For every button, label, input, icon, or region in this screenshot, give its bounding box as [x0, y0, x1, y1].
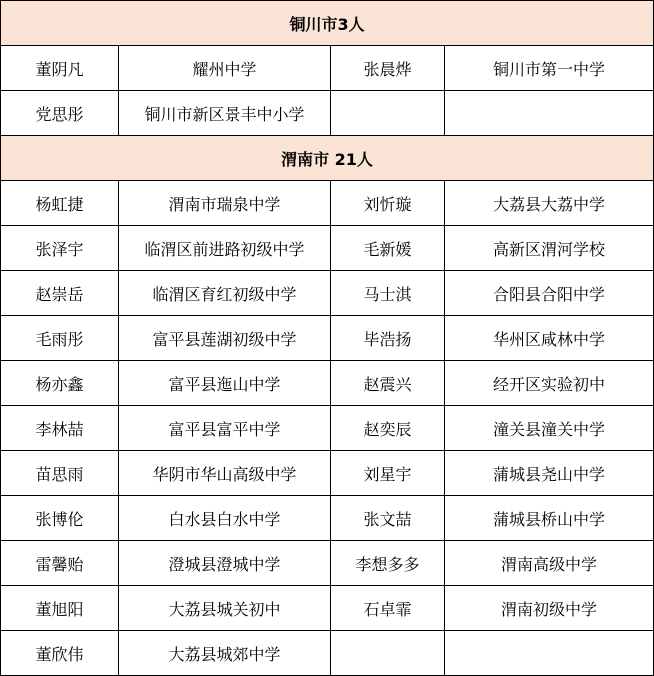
school-name-cell: 富平县莲湖初级中学 — [119, 316, 331, 361]
table-row — [1, 181, 654, 226]
table-row — [1, 316, 654, 361]
student-name-cell: 杨亦鑫 — [1, 361, 119, 406]
student-name-cell: 张晨烨 — [331, 46, 445, 91]
school-name-cell: 经开区实验初中 — [445, 361, 654, 406]
student-name-cell — [331, 91, 445, 136]
student-name-cell: 刘星宇 — [331, 451, 445, 496]
student-name-cell: 刘忻璇 — [331, 181, 445, 226]
school-name-cell: 渭南初级中学 — [445, 586, 654, 631]
table-row — [1, 496, 654, 541]
school-name-cell: 渭南高级中学 — [445, 541, 654, 586]
table-row — [1, 46, 654, 91]
student-name-cell: 党思彤 — [1, 91, 119, 136]
student-name-cell: 张博伦 — [1, 496, 119, 541]
table-row — [1, 361, 654, 406]
table-row — [1, 226, 654, 271]
school-name-cell: 华州区咸林中学 — [445, 316, 654, 361]
school-name-cell: 临渭区育红初级中学 — [119, 271, 331, 316]
student-name-cell: 杨虹捷 — [1, 181, 119, 226]
school-name-cell: 铜川市新区景丰中小学 — [119, 91, 331, 136]
student-name-cell: 毛新媛 — [331, 226, 445, 271]
student-name-cell: 董阴凡 — [1, 46, 119, 91]
school-name-cell: 合阳县合阳中学 — [445, 271, 654, 316]
table-row — [1, 631, 654, 676]
student-name-cell: 赵奕辰 — [331, 406, 445, 451]
student-name-cell: 苗思雨 — [1, 451, 119, 496]
section-header-row — [1, 1, 654, 46]
school-name-cell: 蒲城县桥山中学 — [445, 496, 654, 541]
school-name-cell: 大荔县大荔中学 — [445, 181, 654, 226]
school-name-cell — [445, 91, 654, 136]
student-name-cell: 李想多多 — [331, 541, 445, 586]
student-name-cell — [331, 631, 445, 676]
school-name-cell: 大荔县城关初中 — [119, 586, 331, 631]
school-name-cell: 临渭区前进路初级中学 — [119, 226, 331, 271]
school-name-cell: 华阴市华山高级中学 — [119, 451, 331, 496]
school-name-cell: 富平县迤山中学 — [119, 361, 331, 406]
student-name-cell: 雷馨贻 — [1, 541, 119, 586]
section-header-row — [1, 136, 654, 181]
school-name-cell: 澄城县澄城中学 — [119, 541, 331, 586]
school-name-cell: 耀州中学 — [119, 46, 331, 91]
student-name-cell: 张泽宇 — [1, 226, 119, 271]
student-name-cell: 董旭阳 — [1, 586, 119, 631]
roster-body — [1, 1, 654, 676]
student-name-cell: 李林喆 — [1, 406, 119, 451]
table-row — [1, 91, 654, 136]
student-name-cell: 马士淇 — [331, 271, 445, 316]
student-name-cell: 石卓霏 — [331, 586, 445, 631]
student-name-cell: 毛雨彤 — [1, 316, 119, 361]
table-row — [1, 451, 654, 496]
table-row — [1, 541, 654, 586]
school-name-cell: 渭南市瑞泉中学 — [119, 181, 331, 226]
student-name-cell: 赵震兴 — [331, 361, 445, 406]
table-row — [1, 271, 654, 316]
student-name-cell: 董欣伟 — [1, 631, 119, 676]
school-name-cell — [445, 631, 654, 676]
school-name-cell: 潼关县潼关中学 — [445, 406, 654, 451]
table-row — [1, 406, 654, 451]
school-name-cell: 白水县白水中学 — [119, 496, 331, 541]
section-title: 渭南市 21人 — [1, 136, 654, 181]
student-name-cell: 张文喆 — [331, 496, 445, 541]
student-name-cell: 毕浩扬 — [331, 316, 445, 361]
student-name-cell: 赵崇岳 — [1, 271, 119, 316]
school-name-cell: 铜川市第一中学 — [445, 46, 654, 91]
table-row — [1, 586, 654, 631]
school-name-cell: 蒲城县尧山中学 — [445, 451, 654, 496]
section-title: 铜川市3人 — [1, 1, 654, 46]
school-name-cell: 富平县富平中学 — [119, 406, 331, 451]
school-name-cell: 高新区渭河学校 — [445, 226, 654, 271]
school-name-cell: 大荔县城郊中学 — [119, 631, 331, 676]
